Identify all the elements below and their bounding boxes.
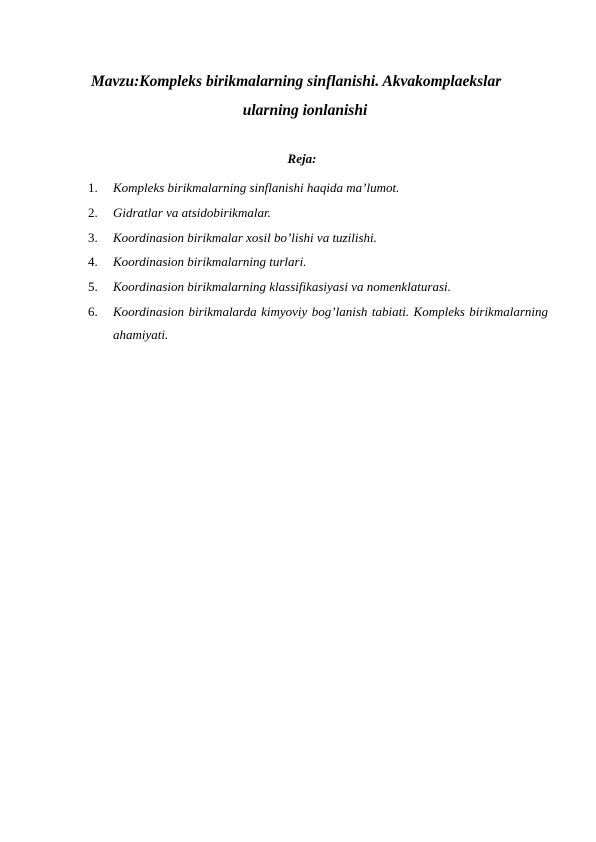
document-title-line-1: Mavzu:Kompleks birikmalarning sinflanishi. Akvakomplaekslar xyxy=(91,73,502,90)
plan-item-number: 4. xyxy=(88,254,98,270)
plan-list xyxy=(88,176,548,348)
plan-item xyxy=(88,226,548,250)
plan-item-text: Koordinasion birikmalarda kimyoviy bog’lanish tabiati. Kompleks birikmalarning ahamiyati. xyxy=(113,303,548,343)
plan-item xyxy=(88,176,548,200)
plan-item-number: 6. xyxy=(88,303,98,319)
plan-item-number: 1. xyxy=(88,180,98,195)
plan-heading: Reja: xyxy=(287,151,317,166)
plan-item-text: Kompleks birikmalarning sinflanishi haqida ma’lumot. xyxy=(113,180,400,195)
plan-item-text: Koordinasion birikmalarning turlari. xyxy=(113,254,307,270)
plan-item-number: 3. xyxy=(88,229,98,245)
plan-item-number: 5. xyxy=(88,279,98,295)
document-title-line-2: ularning ionlanishi xyxy=(242,102,368,119)
plan-item xyxy=(88,201,548,225)
plan-item xyxy=(88,300,548,347)
plan-item-text: Koordinasion birikmalar xosil bo’lishi va tuzilishi. xyxy=(113,229,377,245)
plan-item-text: Gidratlar va atsidobirikmalar. xyxy=(113,204,271,220)
plan-item xyxy=(88,250,548,274)
plan-item-text: Koordinasion birikmalarning klassifikasiyasi va nomenklaturasi. xyxy=(113,279,451,295)
plan-item-number: 2. xyxy=(88,204,98,220)
plan-item xyxy=(88,275,548,299)
